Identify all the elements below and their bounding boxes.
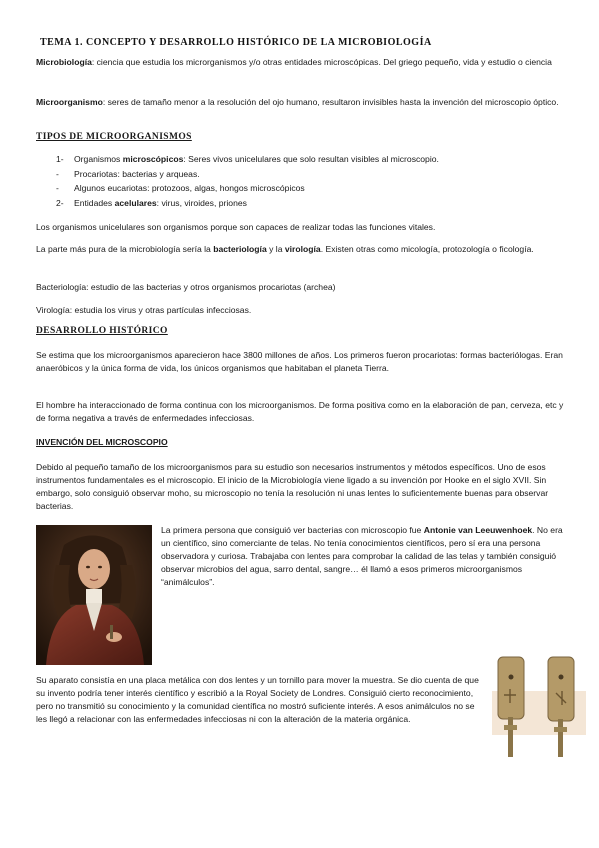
list-item [56, 168, 439, 183]
list-item-bold: acelulares [114, 197, 157, 208]
leeuwenhoek-microscope-image [492, 655, 586, 760]
section-heading-historico: DESARROLLO HISTÓRICO [36, 326, 168, 336]
list-marker: - [56, 183, 59, 193]
term-virologia: virología [284, 244, 321, 254]
list-item-text: Algunos eucariotas: protozoos, algas, hongos microscópicos [74, 183, 305, 193]
text-run: . Existen otras como micología, protozología o ficología. [320, 244, 534, 254]
paragraph-unicelulares: Los organismos unicelulares son organismos porque son capaces de realizar todas las funciones vitales. [36, 222, 436, 232]
portrait-image [36, 525, 152, 665]
paragraph-parte-pura [36, 243, 564, 256]
microscope-image [492, 655, 586, 760]
list-item-text: Procariotas: bacterias y arqueas. [74, 168, 200, 179]
list-item-text: Organismos [74, 154, 123, 164]
paragraph-invencion: Debido al pequeño tamaño de los microorganismos para su estudio son necesarios instrumentos y métodos específicos. Uno de esos instrumentos fundamentales es el microscopio. El inicio de la Microbiología viene ligado a su invención por Hooke en el siglo XVII. Sin embargo, solo consiguió observar moho, su microscopio no tenía la resolución ni unas lentes lo suficientemente buenas para observar bacterias. [36, 462, 549, 511]
definition-microorganismo [36, 96, 564, 109]
paragraph-historia-1: Se estima que los microorganismos aparecieron hace 3800 millones de años. Los primeros fueron procariotas: formas bacteriólogas. Eran anaeróbicos y la única forma de vida, los únicos organismos que habitaban el planeta Tierra. [36, 350, 563, 373]
term-microbiologia: Microbiología [36, 57, 92, 67]
definition-microbiologia [36, 56, 564, 69]
list-item [56, 182, 439, 197]
list-marker: 1- [56, 154, 64, 164]
definition-microbiologia-text: : ciencia que estudia los microrganismos y/o otras entidades microscópicas. Del griego pequeño, vida y estudio o ciencia [91, 57, 552, 67]
page-title: TEMA 1. CONCEPTO Y DESARROLLO HISTÓRICO DE LA MICROBIOLOGÍA [40, 37, 432, 48]
paragraph-bacteriologia: Bacteriología: estudio de las bacterias y otros organismos procariotas (archea) [36, 282, 336, 292]
list-marker: - [56, 168, 59, 179]
section-heading-invencion: INVENCIÓN DEL MICROSCOPIO [36, 437, 168, 447]
definition-microorganismo-text: : seres de tamaño menor a la resolución del ojo humano, resultaron invisibles hasta la invención del microscopio óptico. [102, 97, 559, 107]
paragraph-historia-2: El hombre ha interaccionado de forma continua con los microorganismos. De forma positiva como en la elaboración de pan, cerveza, etc y de forma negativa a través de enfermedades infecciosas. [36, 400, 564, 423]
section-heading-tipos: TIPOS DE MICROORGANISMOS [36, 132, 192, 142]
paragraph-leeuwenhoek [161, 524, 564, 589]
text-run: La primera persona que consiguió ver bacterias con microscopio fue [161, 525, 424, 535]
paragraph-virologia: Virología: estudia los virus y otras partículas infecciosas. [36, 305, 252, 315]
leeuwenhoek-portrait [36, 525, 152, 665]
term-microorganismo: Microorganismo [36, 97, 103, 107]
list-item [56, 197, 439, 212]
list-item-text: Entidades [74, 197, 115, 208]
list-item-text: : virus, viroides, priones [156, 197, 247, 208]
list-item [56, 153, 439, 168]
paragraph-aparato: Su aparato consistía en una placa metálica con dos lentes y un tornillo para mover la muestra. Se dio cuenta de que su invento podría tener interés científico y escribió a la Royal Society de Londres. Consiguió cierto reconocimiento, pero no transmitió su conocimiento y la comunidad científica no mostró suficiente interés. A esos animálculos no se les llegó a relacionar con las enfermedades infecciosas ni con la alteración de la materia orgánica. [36, 675, 479, 724]
list-item-bold: microscópicos [122, 154, 184, 164]
text-run: . No era un científico, sino comerciante de telas. No tenía conocimientos científicos, pero sí era una persona observadora y curiosa. Trabajaba con lentes para comprobar la calidad de las telas y también consiguió observar microbios del agua, sarro dental, sangre… él llamó a esos primeros microorganismos “animálculos”. [161, 525, 563, 587]
tipos-list [56, 153, 439, 211]
text-run: La parte más pura de la microbiología sería la [36, 244, 214, 254]
text-run: y la [266, 244, 285, 254]
list-marker: 2- [56, 197, 64, 208]
term-bacteriologia: bacteriología [213, 244, 267, 254]
person-name: Antonie van Leeuwenhoek [423, 525, 533, 535]
list-item-text: : Seres vivos unicelulares que solo resultan visibles al microscopio. [183, 154, 439, 164]
